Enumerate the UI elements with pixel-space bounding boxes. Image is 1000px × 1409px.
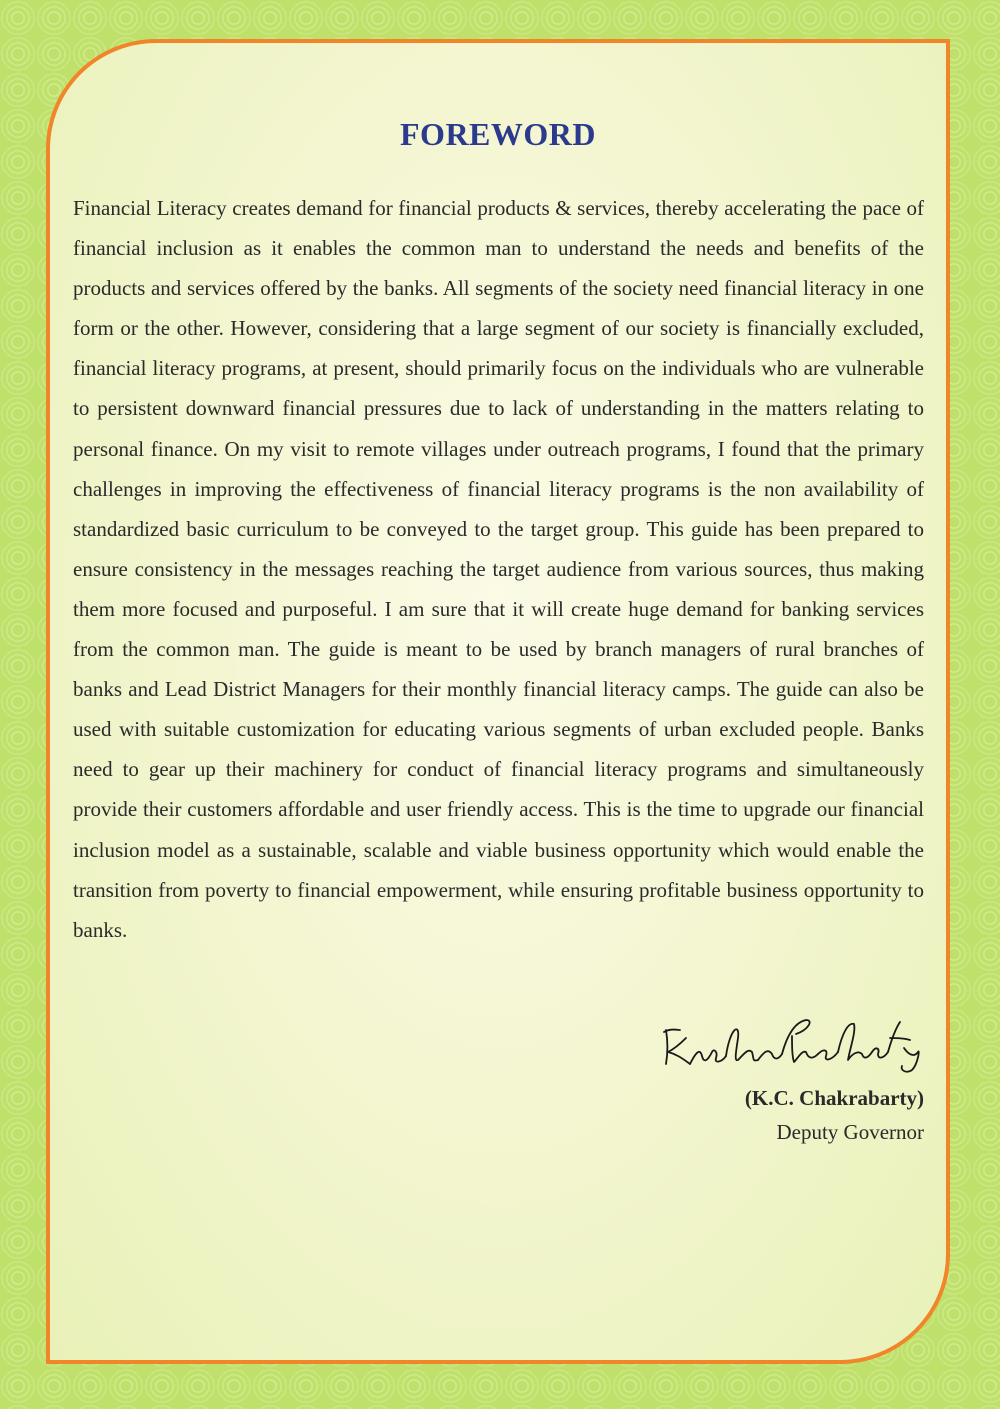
- handwritten-signature: [656, 1008, 926, 1078]
- signatory-name: (K.C. Chakrabarty): [744, 1086, 924, 1110]
- signatory-designation: Deputy Governor: [776, 1120, 924, 1144]
- page-title: FOREWORD: [400, 116, 596, 152]
- foreword-paragraph: Financial Literacy creates demand for financial products & services, thereby accelerating the pace of financial inclusion as it enables the common man to understand the needs and benefits of the products and services offered by the banks. All segments of the society need financial literacy in one form or the other. However, considering that a large segment of our society is financially excluded, financial literacy programs, at present, should primarily focus on the individuals who are vulnerable to persistent downward financial pressures due to lack of understanding in the matters relating to personal finance. On my visit to remote villages under outreach programs, I found that the primary challenges in improving the effectiveness of financial literacy programs is the non availability of standardized basic curriculum to be conveyed to the target group. This guide has been prepared to ensure consistency in the messages reaching the target audience from various sources, thus making them more focused and purposeful. I am sure that it will create huge demand for banking services from the common man. The guide is meant to be used by branch managers of rural branches of banks and Lead District Managers for their monthly financial literacy camps. The guide can also be used with suitable customization for educating various segments of urban excluded people. Banks need to gear up their machinery for conduct of financial literacy programs and simultaneously provide their customers affordable and user friendly access. This is the time to upgrade our financial inclusion model as a sustainable, scalable and viable business opportunity which would enable the transition from poverty to financial empowerment, while ensuring profitable business opportunity to banks.: [73, 196, 924, 942]
